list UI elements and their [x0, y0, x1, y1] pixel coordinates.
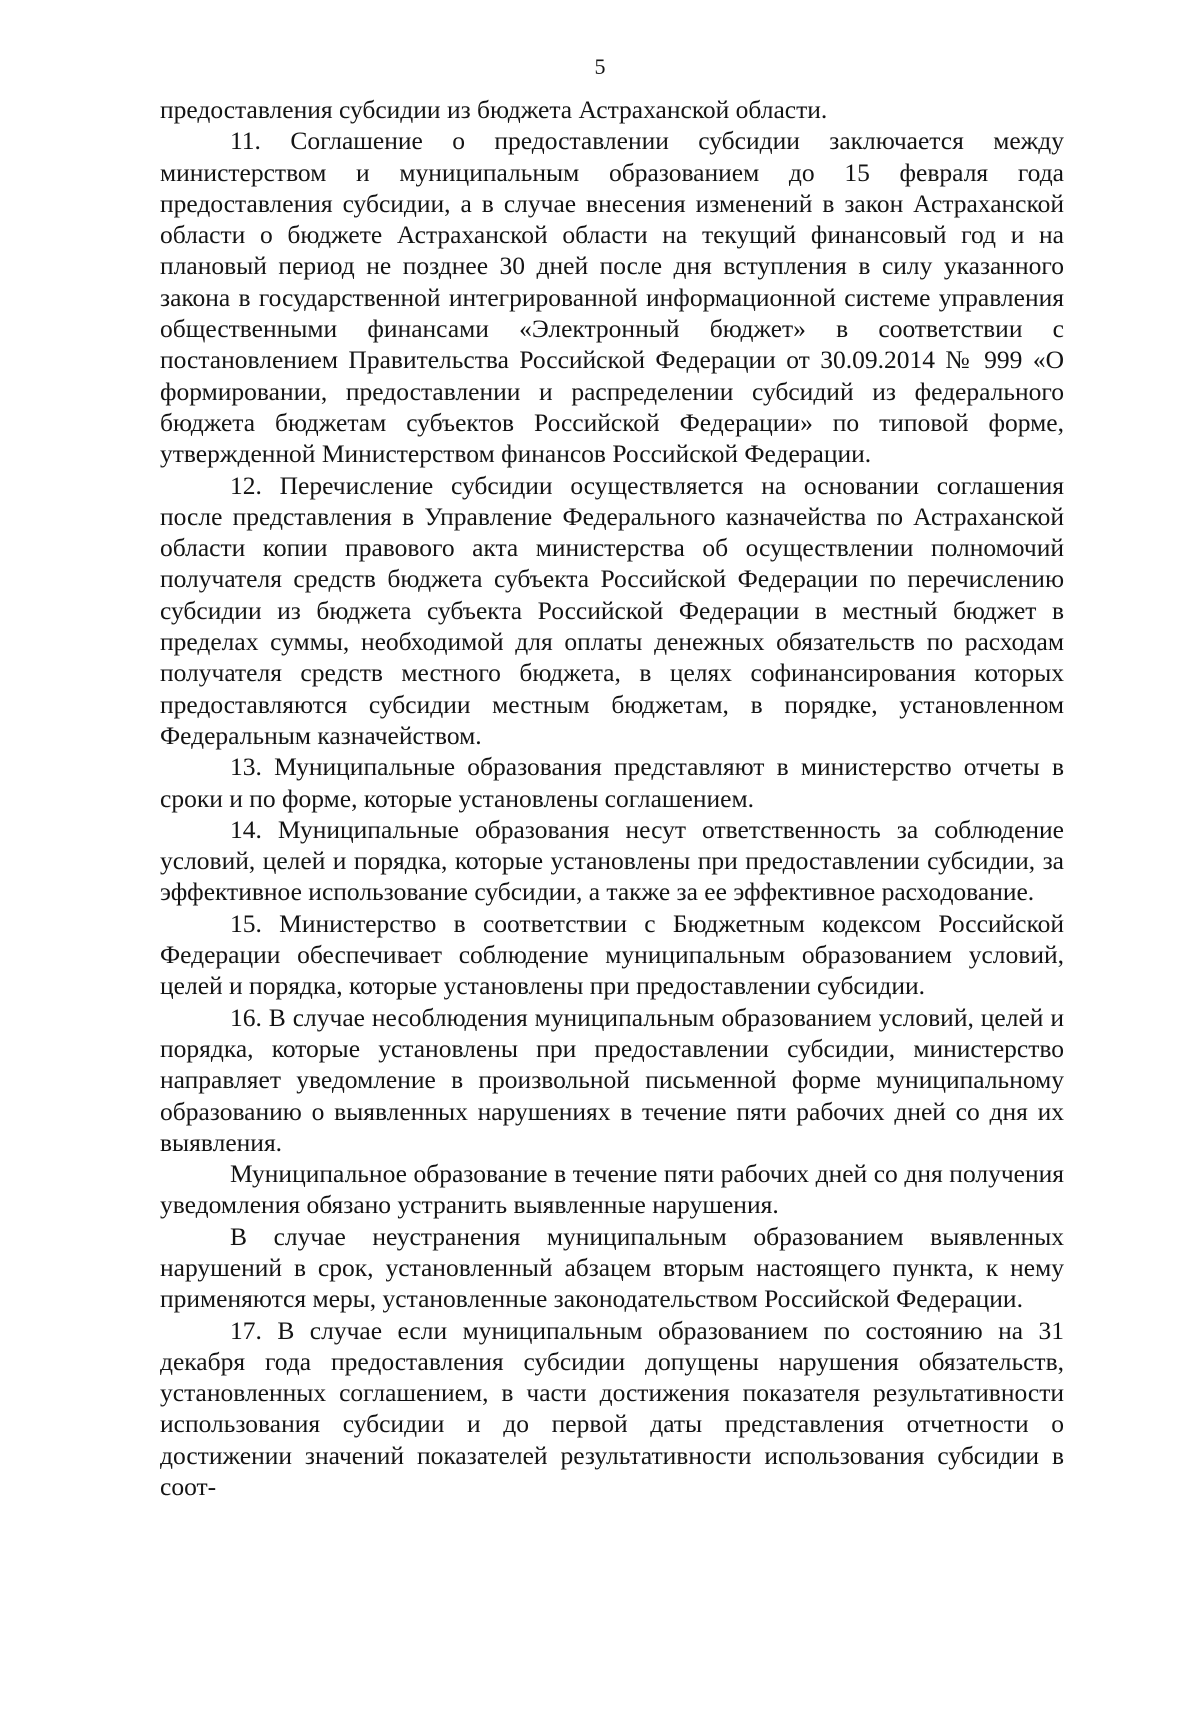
paragraph-17: 17. В случае если муниципальным образованием по состоянию на 31 декабря года предоставления субсидии допущены нарушения обязательств, установленных соглашением, в части достижения показателя результативности использования субсидии и до первой даты представления отчетности о достижении значений показателей результативности использования субсидии в соот-: [160, 1315, 1064, 1502]
paragraph-16-third: В случае неустранения муниципальным образованием выявленных нарушений в срок, установленный абзацем вторым настоящего пункта, к нему применяются меры, установленные законодательством Российской Федерации.: [160, 1221, 1064, 1314]
paragraph-14: 14. Муниципальные образования несут ответственность за соблюдение условий, целей и порядка, которые установлены при предоставлении субсидии, за эффективное использование субсидии, а также за ее эффективное расходование.: [160, 814, 1064, 907]
page-number: 5: [594, 54, 606, 79]
paragraph-12: 12. Перечисление субсидии осуществляется на основании соглашения после представления в Управление Федерального казначейства по Астраханской области копии правового акта министерства об осуществлении полномочий получателя средств бюджета субъекта Российской Федерации по перечислению субсидии из бюджета субъекта Российской Федерации в местный бюджет в пределах суммы, необходимой для оплаты денежных обязательств по расходам получателя средств местного бюджета, в целях софинансирования которых предоставляются субсидии местным бюджетам, в порядке, установленном Федеральным казначейством.: [160, 470, 1064, 750]
paragraph-16-second: Муниципальное образование в течение пяти рабочих дней со дня получения уведомления обязано устранить выявленные нарушения.: [160, 1159, 1064, 1220]
paragraph-11: 11. Соглашение о предоставлении субсидии заключается между министерством и муниципальным образованием до 15 февраля года предоставления субсидии, а в случае внесения изменений в закон Астраханской области о бюджете Астраханской области на текущий финансовый год и на плановый период не позднее 30 дней после дня вступления в силу указанного закона в государственной интегрированной информационной системе управления общественными финансами «Электронный бюджет» в соответствии с постановлением Правительства Российской Федерации от 30.09.2014 № 999 «О формировании, предоставлении и распределении субсидий из федерального бюджета бюджетам субъектов Российской Федерации» по типовой форме, утвержденной Министерством финансов Российской Федерации.: [160, 126, 1064, 469]
paragraph-16: 16. В случае несоблюдения муниципальным образованием условий, целей и порядка, которые установлены при предоставлении субсидии, министерство направляет уведомление в произвольной письменной форме муниципальному образованию о выявленных нарушениях в течение пяти рабочих дней со дня их выявления.: [160, 1002, 1064, 1157]
document-body: [160, 94, 1064, 1502]
paragraph-13: 13. Муниципальные образования представляют в министерство отчеты в сроки и по форме, которые установлены соглашением.: [160, 752, 1064, 813]
paragraph-15: 15. Министерство в соответствии с Бюджетным кодексом Российской Федерации обеспечивает соблюдение муниципальным образованием условий, целей и порядка, которые установлены при предоставлении субсидии.: [160, 908, 1064, 1001]
paragraph-continuation: предоставления субсидии из бюджета Астраханской области.: [160, 95, 828, 124]
